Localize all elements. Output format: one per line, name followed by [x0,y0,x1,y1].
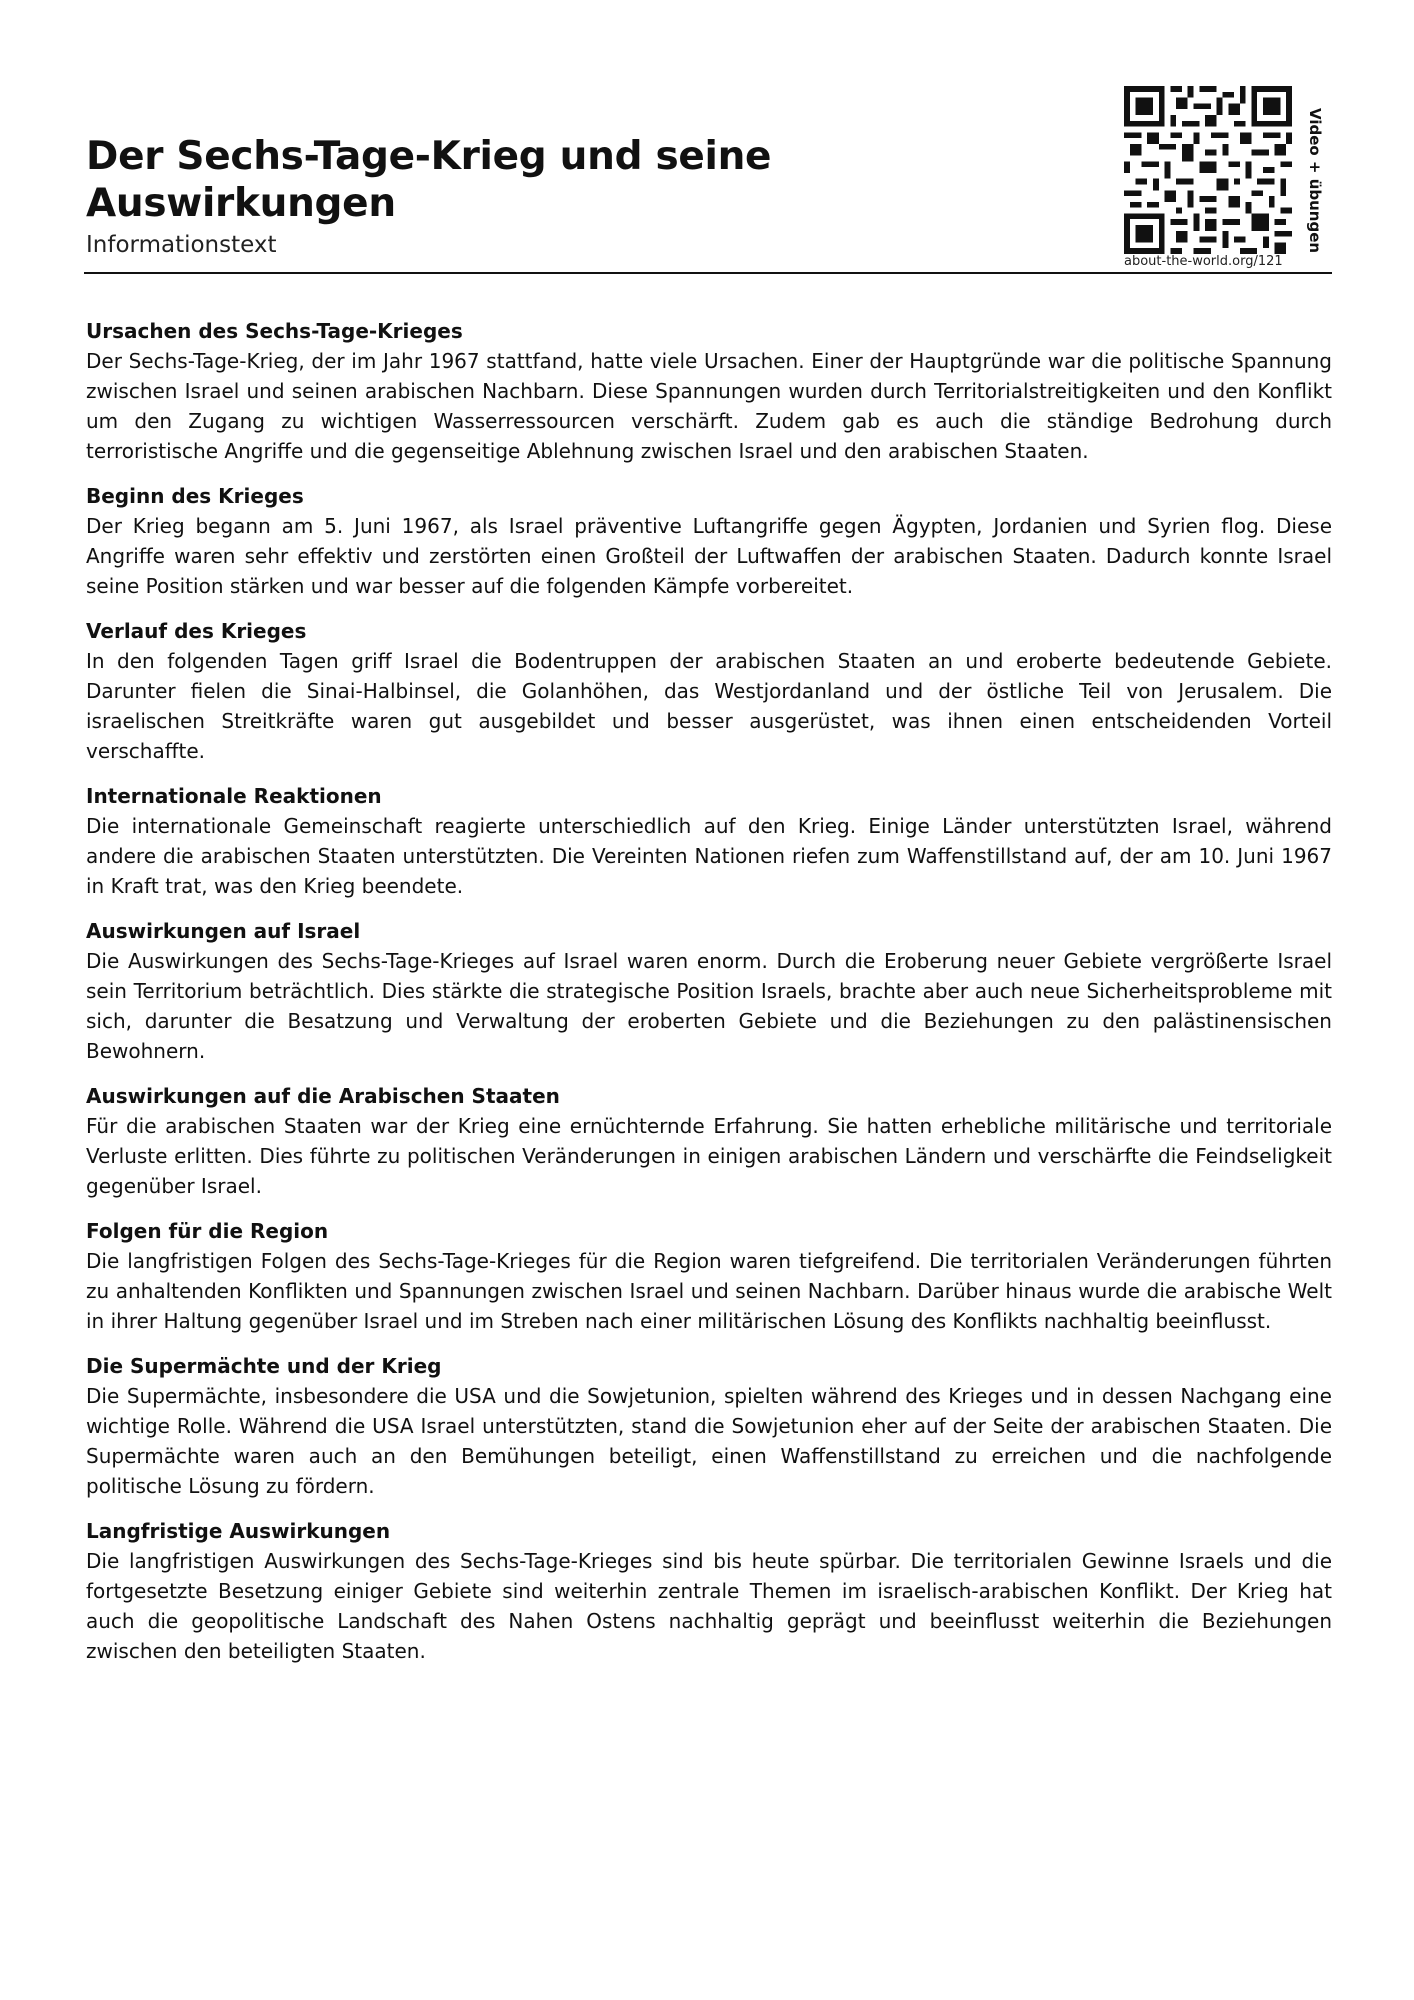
section-paragraph: Für die arabischen Staaten war der Krieg eine ernüchternde Erfahrung. Sie hatten erhebliche militärische und territoriale Verluste erlitten. Dies führte zu politischen Veränderungen in einigen arabischen Ländern und verschärfte die Feindseligkeit gegenüber Israel. [86,1114,1332,1198]
section-long-term-effects [86,1516,1332,1666]
qr-code-icon[interactable] [1124,86,1292,254]
section-heading: Auswirkungen auf Israel [86,919,361,943]
section-international-reactions [86,781,1332,901]
section-heading: Ursachen des Sechs-Tage-Krieges [86,319,463,343]
qr-code-block[interactable] [1124,86,1324,266]
section-paragraph: Der Sechs-Tage-Krieg, der im Jahr 1967 stattfand, hatte viele Ursachen. Einer der Hauptgründe war die politische Spannung zwischen Israel und seinen arabischen Nachbarn. Diese Spannungen wurden durch Territorialstreitigkeiten und den Konflikt um den Zugang zu wichtigen Wasserressourcen verschärft. Zudem gab es auch die ständige Bedrohung durch terroristische Angriffe und die gegenseitige Ablehnung zwischen Israel und den arabischen Staaten. [86,349,1332,463]
header-divider [84,272,1332,274]
section-regional-consequences [86,1216,1332,1336]
section-effects-israel [86,916,1332,1066]
section-heading: Internationale Reaktionen [86,784,382,808]
section-paragraph: Die Supermächte, insbesondere die USA und die Sowjetunion, spielten während des Krieges und in dessen Nachgang eine wichtige Rolle. Während die USA Israel unterstützten, stand die Sowjetunion eher auf der Seite der arabischen Staaten. Die Supermächte waren auch an den Bemühungen beteiligt, einen Waffenstillstand zu erreichen und die nachfolgende politische Lösung zu fördern. [86,1384,1332,1498]
page-title: Der Sechs-Tage-Krieg und seine Auswirkungen [86,134,772,226]
qr-side-label: Video + übungen [1306,108,1324,254]
section-paragraph: Die internationale Gemeinschaft reagierte unterschiedlich auf den Krieg. Einige Länder unterstützten Israel, während andere die arabischen Staaten unterstützten. Die Vereinten Nationen riefen zum Waffenstillstand auf, der am 10. Juni 1967 in Kraft trat, was den Krieg beendete. [86,814,1332,898]
section-effects-arab-states [86,1081,1332,1201]
qr-url-link[interactable]: about-the-world.org/121 [1124,254,1283,269]
section-heading: Auswirkungen auf die Arabischen Staaten [86,1084,560,1108]
section-paragraph: In den folgenden Tagen griff Israel die Bodentruppen der arabischen Staaten an und eroberte bedeutende Gebiete. Darunter fielen die Sinai-Halbinsel, die Golanhöhen, das Westjordanland und der östliche Teil von Jerusalem. Die israelischen Streitkräfte waren gut ausgebildet und besser ausgerüstet, was ihnen einen entscheidenden Vorteil verschaffte. [86,649,1332,763]
section-heading: Folgen für die Region [86,1219,329,1243]
section-heading: Verlauf des Krieges [86,619,307,643]
section-war-start [86,481,1332,601]
section-heading: Langfristige Auswirkungen [86,1519,391,1543]
document-body [86,316,1332,1681]
page-subtitle: Informationstext [86,231,277,258]
section-paragraph: Der Krieg begann am 5. Juni 1967, als Israel präventive Luftangriffe gegen Ägypten, Jordanien und Syrien flog. Diese Angriffe waren sehr effektiv und zerstörten einen Großteil der Luftwaffen der arabischen Staaten. Dadurch konnte Israel seine Position stärken und war besser auf die folgenden Kämpfe vorbereitet. [86,514,1332,598]
section-paragraph: Die langfristigen Auswirkungen des Sechs-Tage-Krieges sind bis heute spürbar. Die territorialen Gewinne Israels und die fortgesetzte Besetzung einiger Gebiete sind weiterhin zentrale Themen im israelisch-arabischen Konflikt. Der Krieg hat auch die geopolitische Landschaft des Nahen Ostens nachhaltig geprägt und beeinflusst weiterhin die Beziehungen zwischen den beteiligten Staaten. [86,1549,1332,1663]
section-paragraph: Die langfristigen Folgen des Sechs-Tage-Krieges für die Region waren tiefgreifend. Die territorialen Veränderungen führten zu anhaltenden Konflikten und Spannungen zwischen Israel und seinen Nachbarn. Darüber hinaus wurde die arabische Welt in ihrer Haltung gegenüber Israel und im Streben nach einer militärischen Lösung des Konflikts nachhaltig beeinflusst. [86,1249,1332,1333]
section-heading: Beginn des Krieges [86,484,304,508]
section-causes [86,316,1332,466]
document-header [86,134,1046,258]
section-superpowers [86,1351,1332,1501]
section-heading: Die Supermächte und der Krieg [86,1354,442,1378]
section-paragraph: Die Auswirkungen des Sechs-Tage-Krieges auf Israel waren enorm. Durch die Eroberung neuer Gebiete vergrößerte Israel sein Territorium beträchtlich. Dies stärkte die strategische Position Israels, brachte aber auch neue Sicherheitsprobleme mit sich, darunter die Besatzung und Verwaltung der eroberten Gebiete und die Beziehungen zu den palästinensischen Bewohnern. [86,949,1332,1063]
section-war-course [86,616,1332,766]
